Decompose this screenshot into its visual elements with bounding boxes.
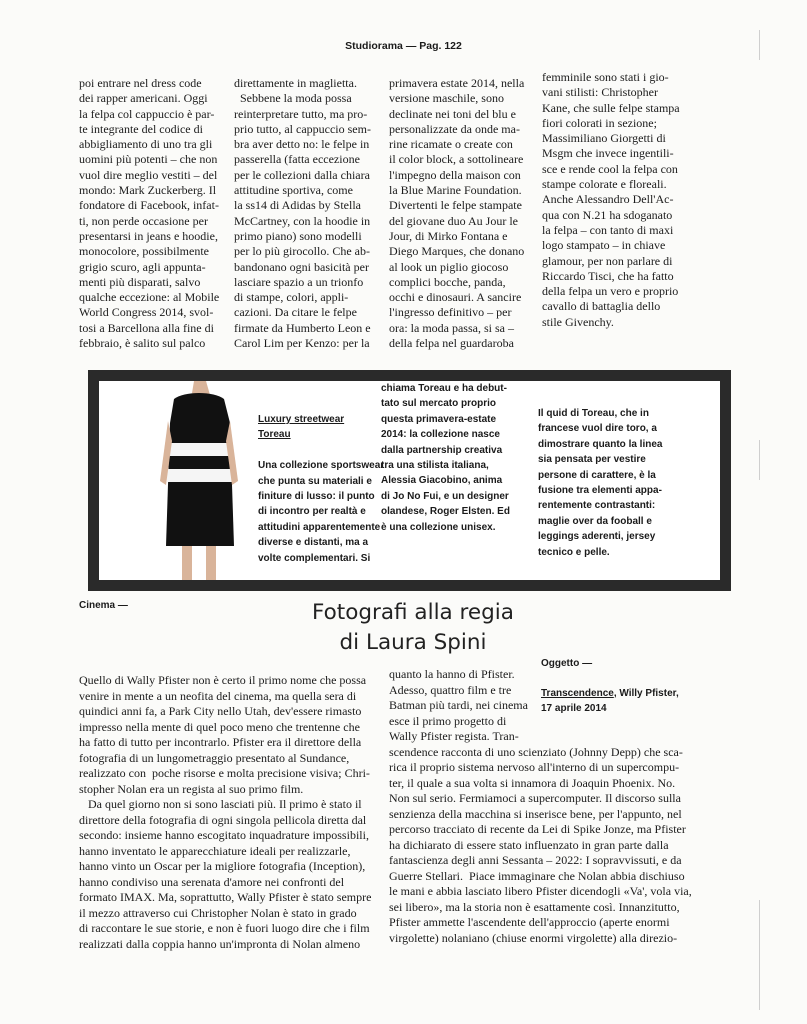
column-2: direttamente in maglietta. Sebbene la moda possa reinterpretare tutto, ma pro- prio tutto, al cappuccio sem- bra aver detto no: le felpe in passerella (fatta eccezione per le collezioni dalla chiara attitudine sportiva, come la ss14 di Adidas by Stella McCartney, con la hoodie in primo piano) sono modelli per lo più girocollo. Che ab- bandonano ogni basicità per lasciare spazio a un trionfo di stampe, colori, appli- cazioni. Da citare le felpe firmate da Humberto Leon e Carol Lim per Kenzo: per la (234, 76, 371, 351)
box-heading-1: Luxury streetwear (258, 414, 345, 425)
title-line-1: Fotografi alla regia (312, 600, 514, 625)
column-1: poi entrare nel dress code dei rapper americani. Oggi la felpa col cappuccio è par- te integrante del codice di abbigliamento di uno tra gli uomini più potenti – che non vuol dire meglio vestiti – del mondo: Mark Zuckerberg. Il fondatore di Facebook, infat- ti, non perde occasione per presentarsi in jeans e hoodie, monocolore, possibilmente grigio scuro, agli appunta- menti più disparati, salvo qualche eccezione: al Mobile World Congress 2014, svol- tosi a Barcellona alla fine di febbraio, è salito sul palco (79, 76, 220, 351)
title-line-2: di Laura Spini (339, 630, 487, 655)
article-body-left: Quello di Wally Pfister non è certo il primo nome che possa venire in mente a un neofita del cinema, ma quella sera di quindici anni fa, a Park City nello Utah, dev'essere rimasto impresso nella mente di quel poco meno che trentenne che ha fatto di tutto per incontrarlo. Pfister era il direttore della fotografia di un lungometraggio presentato al Sundance, realizzato con poche risorse e molta precisione visiva; Chri- stopher Nolan era un regista al suo primo film. Da quel giorno non si sono lasciati più. Il primo è stato il direttore della fotografia di ogni singola pellicola diretta dal secondo: insieme hanno escogitato inquadrature impossibili, hanno inventato le apparecchiature ideali per realizzarle, hanno vinto un Oscar per la migliore fotografia (Inception), hanno condiviso una serenata d'amore nei confronti del formato IMAX. Ma, soprattutto, Wally Pfister è stato sempre il mezzo attraverso cui Christopher Nolan è stato in grado di raccontare le sue storie, e non è fuori luogo dire che i film realizzati dalla coppia hanno un'impronta di Nolan almeno (79, 673, 372, 951)
article-title (248, 598, 578, 658)
meta-date: 17 aprile 2014 (541, 703, 607, 714)
column-4: femminile sono stati i gio- vani stilisti: Christopher Kane, che sulle felpe stampa fiori colorati in sezione; Massimiliano Giorgetti di Msgm che invece ingentili- sce e rende cool la felpa con stampe colorate e floreali. Anche Alessandro Dell'Ac- qua con N.21 ha sdoganato la felpa – con tanto di maxi logo stampato – in chiave glamour, per non parlare di Riccardo Tisci, che ha fatto della felpa un vero e proprio cavallo di battaglia dello stile Givenchy. (542, 70, 680, 329)
meta-detail: , Willy Pfister, (613, 688, 679, 699)
box-column-3: Il quid di Toreau, che in francese vuol dire toro, a dimostrare quanto la linea sia pensata per vestire persone di carattere, è la fusione tra elementi appa- rentemente contrastanti: maglie over da fooball e leggings aderenti, jersey tecnico e pelle. (538, 408, 663, 558)
page-edge-mark (759, 900, 760, 1010)
column-3: primavera estate 2014, nella versione maschile, sono declinate nei toni del blu e personalizzate da onde ma- rine ricamate o create con il color block, a sottolineare l'impegno della maison con la Blue Marine Foundation. Divertenti le felpe stampate del giovane duo Au Jour le Jour, di Mirko Fontana e Diego Marques, che donano al look un piglio giocoso complici bocche, panda, occhi e dinosauri. A sancire l'ingresso definitivo – per ora: la moda passa, si sa – della felpa nel guardaroba (389, 76, 525, 351)
page-header: Studiorama — Pag. 122 (345, 40, 462, 52)
box-text-1: Una collezione sportswear che punta su materiali e finiture di lusso: il punto di incontro per realtà e attitudini apparentemente diverse e distanti, ma a volte complementari. Si (258, 460, 385, 564)
meta-label: Oggetto — (541, 658, 593, 669)
meta-film: Transcendence (541, 688, 614, 699)
model-photo (154, 381, 244, 580)
page-edge-mark (759, 30, 760, 60)
sidebar-box (88, 370, 731, 591)
section-label: Cinema — (79, 600, 128, 611)
box-column-2: chiama Toreau e ha debut- tato sul mercato proprio questa primavera-estate 2014: la collezione nasce dalla partnership creativa tra una stilista italiana, Alessia Giacobino, anima di Jo No Fui, e un designer olandese, Roger Elsten. Ed è una collezione unisex. (381, 383, 510, 533)
article-body-right: quanto la hanno di Pfister. Adesso, quattro film e tre Batman più tardi, nei cinema esce il primo progetto di Wally Pfister regista. Tran- scendence racconta di uno scienziato (Johnny Depp) che sca- rica il proprio sistema nervoso all'interno di un supercompu- ter, il quale a sua volta si innamora di Joaquin Phoenix. No. Non sul serio. Fermiamoci a supercomputer. Il discorso sulla senzienza della macchina si inserisce bene, per l'appunto, nel percorso tracciato di recente da Lei di Spike Jonze, ma Pfister ha dichiarato di essere stato influenzato in gran parte dalla fantascienza degli anni Sessanta – 2022: I sopravvissuti, e da Guerre Stellari. Piace immaginare che Nolan abbia dischiuso le mani e abbia lasciato libero Pfister dicendogli «Va', vola via, sei libero», ma la storia non è esattamente così. Innanzitutto, Pfister ammette l'ascendente dell'approccio (aperte enormi virgolette) nolaniano (chiuse enormi virgolette) alla direzio- (389, 667, 692, 945)
box-heading-2: Toreau (258, 429, 291, 441)
box-column-1 (258, 412, 384, 566)
page-edge-mark (759, 440, 760, 480)
